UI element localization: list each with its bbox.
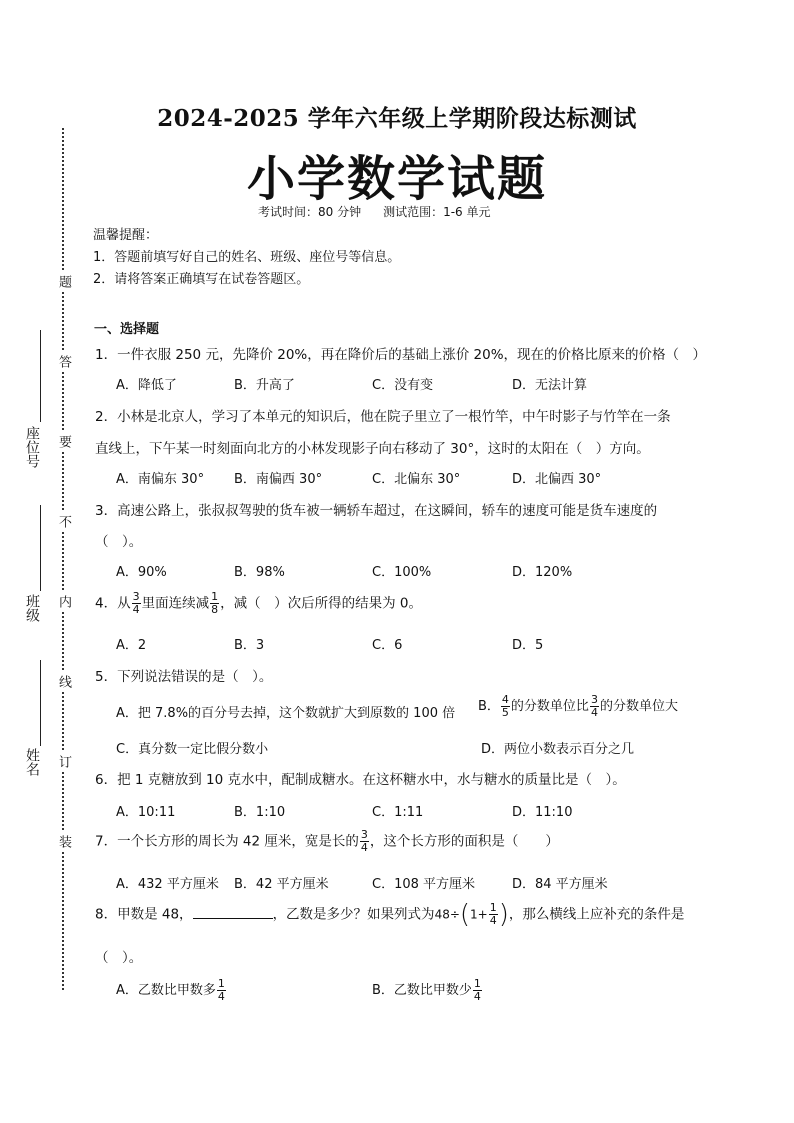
q4-option-a[interactable]: A．2: [116, 638, 147, 653]
frac-denominator: 8: [211, 603, 219, 616]
q8a-text: A．乙数比甲数多: [116, 983, 216, 998]
q1-option-d[interactable]: D．无法计算: [512, 378, 588, 393]
field-name-line[interactable]: [40, 660, 41, 746]
q7-option-a[interactable]: A．432 平方厘米: [116, 877, 219, 892]
q4-middle: 里面连续减: [141, 595, 210, 612]
frac-numerator: 3: [360, 828, 368, 841]
seal-char: 内: [54, 592, 72, 610]
q5-option-a[interactable]: A．把 7.8%的百分号去掉，这个数就扩大到原数的 100 倍: [116, 706, 456, 721]
section-heading: 一、选择题: [94, 322, 160, 337]
q3-option-b[interactable]: B．98%: [234, 565, 285, 580]
q6-option-d[interactable]: D．11:10: [512, 805, 573, 820]
question-4: [95, 591, 422, 616]
q8-prefix: 8．甲数是 48，: [95, 906, 193, 923]
tip-item: 1．答题前填写好自己的姓名、班级、座位号等信息。: [93, 250, 401, 265]
question-8: [95, 899, 685, 930]
frac-numerator: 1: [217, 977, 225, 990]
exam-title: 2024-2025 学年六年级上学期阶段达标测试: [157, 105, 637, 132]
frac-numerator: 1: [473, 977, 481, 990]
q5-option-c[interactable]: C．真分数一定比假分数小: [116, 742, 269, 757]
q3-option-c[interactable]: C．100%: [372, 565, 432, 580]
q7-suffix: ，这个长方形的面积是（ ）: [369, 833, 559, 850]
q4-prefix: 4．从: [95, 595, 131, 612]
q8-expr-left: 48÷: [434, 907, 460, 922]
q7-option-d[interactable]: D．84 平方厘米: [512, 877, 608, 892]
frac-denominator: 5: [501, 706, 509, 719]
frac-denominator: 4: [473, 990, 481, 1003]
frac-numerator: 1: [489, 901, 497, 914]
q7-option-c[interactable]: C．108 平方厘米: [372, 877, 476, 892]
q5b-middle: 的分数单位比: [510, 699, 589, 714]
seal-char: 要: [54, 432, 72, 450]
q4-suffix: ，减（ ）次后所得的结果为 0。: [220, 595, 422, 612]
q2-option-c[interactable]: C．北偏东 30°: [372, 472, 461, 487]
q8a-fraction: [217, 978, 226, 1003]
frac-denominator: 4: [217, 990, 225, 1003]
q4-option-c[interactable]: C．6: [372, 638, 403, 653]
question-7: [95, 829, 559, 854]
q8-right-paren: ): [498, 899, 509, 930]
q8-left-paren: (: [459, 899, 471, 930]
q7-fraction: [360, 829, 369, 854]
q6-option-c[interactable]: C．1:11: [372, 805, 424, 820]
tip-item: 2．请将答案正确填写在试卷答题区。: [93, 272, 310, 287]
binding-dotted-line: [62, 128, 64, 990]
frac-denominator: 4: [590, 706, 598, 719]
q8-suffix: ，那么横线上应补充的条件是: [508, 906, 685, 923]
field-seat-line[interactable]: [40, 330, 41, 422]
q5b-fraction-2: [590, 694, 599, 719]
frac-numerator: 1: [211, 590, 219, 603]
q2-option-d[interactable]: D．北偏西 30°: [512, 472, 602, 487]
q2-option-b[interactable]: B．南偏西 30°: [234, 472, 323, 487]
q8-fraction: [489, 902, 498, 927]
question-3-line1: 3．高速公路上，张叔叔驾驶的货车被一辆轿车超过，在这瞬间，轿车的速度可能是货车速度的: [95, 503, 658, 519]
field-class-line[interactable]: [40, 505, 41, 591]
q6-option-a[interactable]: A．10:11: [116, 805, 176, 820]
q8b-fraction: [473, 978, 482, 1003]
q8-blank[interactable]: [193, 906, 273, 919]
q4-fraction-1: [132, 591, 141, 616]
seal-char: 装: [54, 832, 72, 850]
frac-denominator: 4: [132, 603, 140, 616]
q5-option-d[interactable]: D．两位小数表示百分之几: [481, 742, 635, 757]
seal-char: 订: [54, 752, 72, 770]
question-2-line1: 2．小林是北京人，学习了本单元的知识后，他在院子里立了一根竹竿，中午时影子与竹竿在一条: [95, 409, 671, 425]
q3-option-a[interactable]: A．90%: [116, 565, 167, 580]
q8-middle: ，乙数是多少？如果列式为: [272, 906, 435, 923]
q5b-prefix: B．: [478, 699, 500, 714]
exam-subject-title: 小学数学试题: [246, 151, 547, 207]
frac-denominator: 4: [489, 914, 497, 927]
q5b-suffix: 的分数单位大: [599, 699, 678, 714]
question-8-line2: （ ）。: [95, 950, 143, 966]
q5-option-b[interactable]: [478, 694, 678, 719]
question-2-line2: 直线上，下午某一时刻面向北方的小林发现影子向右移动了 30°，这时的太阳在（ ）方向。: [95, 441, 650, 457]
field-class-label: 班级: [24, 594, 40, 622]
question-6: 6．把 1 克糖放到 10 克水中，配制成糖水。在这杯糖水中，水与糖水的质量比是（ ）。: [95, 772, 626, 788]
tips-heading: 温馨提醒：: [93, 228, 159, 243]
q7-prefix: 7．一个长方形的周长为 42 厘米，宽是长的: [95, 833, 359, 850]
frac-numerator: 3: [132, 590, 140, 603]
seal-char: 线: [54, 672, 72, 690]
q4-option-b[interactable]: B．3: [234, 638, 265, 653]
seal-char: 不: [54, 512, 72, 530]
frac-denominator: 4: [360, 841, 368, 854]
q6-option-b[interactable]: B．1:10: [234, 805, 286, 820]
exam-meta: [258, 203, 491, 220]
q8-expr-inner: 1+: [470, 907, 488, 922]
q1-option-b[interactable]: B．升高了: [234, 378, 295, 393]
question-5: 5．下列说法错误的是（ ）。: [95, 669, 273, 685]
q3-option-d[interactable]: D．120%: [512, 565, 573, 580]
q7-option-b[interactable]: B．42 平方厘米: [234, 877, 329, 892]
q4-option-d[interactable]: D．5: [512, 638, 544, 653]
q1-option-c[interactable]: C．没有变: [372, 378, 434, 393]
q8b-text: B．乙数比甲数少: [372, 983, 472, 998]
exam-time: 考试时间：80 分钟: [258, 205, 362, 219]
frac-numerator: 4: [501, 693, 509, 706]
q8-option-a[interactable]: [116, 978, 227, 1003]
q4-fraction-2: [210, 591, 219, 616]
q8-option-b[interactable]: [372, 978, 483, 1003]
seal-char: 答: [54, 352, 72, 370]
question-3-line2: （ ）。: [95, 534, 143, 550]
frac-numerator: 3: [590, 693, 598, 706]
q2-option-a[interactable]: A．南偏东 30°: [116, 472, 205, 487]
q5b-fraction-1: [501, 694, 510, 719]
field-name-label: 姓名: [24, 748, 40, 776]
question-1: 1．一件衣服 250 元，先降价 20%，再在降价后的基础上涨价 20%，现在的价格比原来的价格（ ）: [95, 347, 707, 363]
field-seat-label: 座位号: [24, 426, 40, 468]
q1-option-a[interactable]: A．降低了: [116, 378, 177, 393]
exam-scope: 测试范围：1-6 单元: [383, 205, 491, 219]
seal-char: 题: [54, 272, 72, 290]
